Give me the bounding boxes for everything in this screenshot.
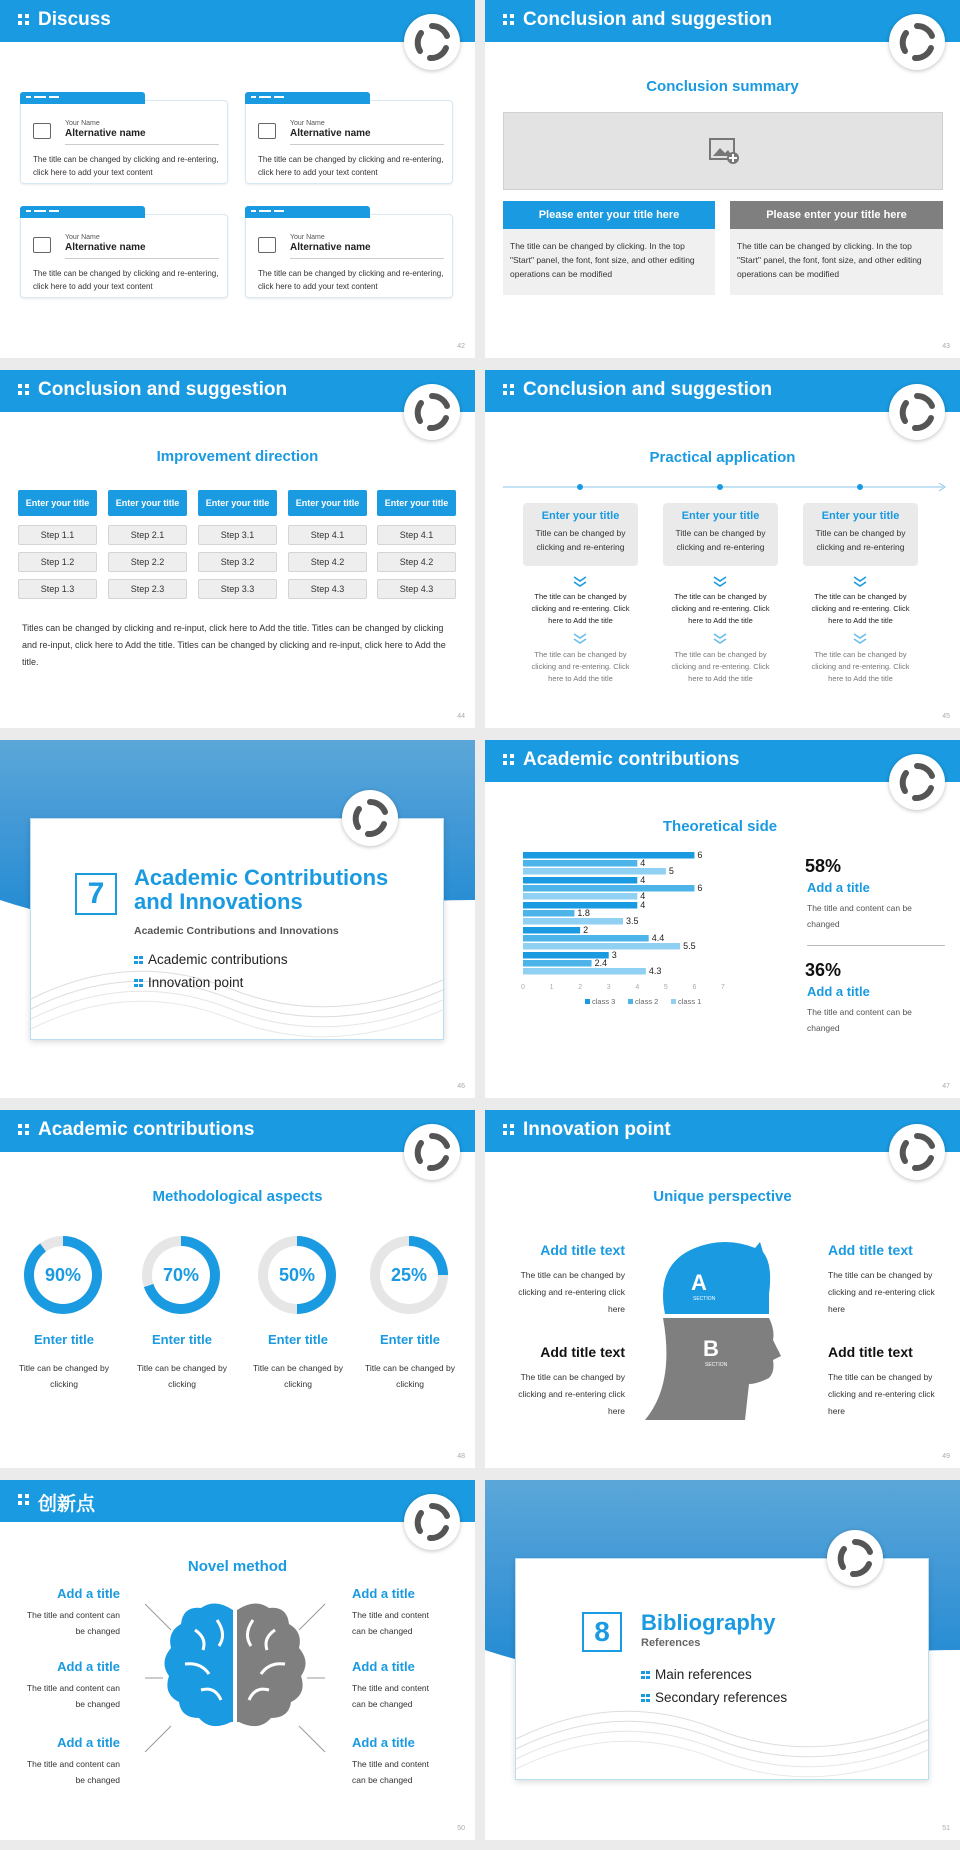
stat-value: 36% xyxy=(805,960,842,980)
logo-icon xyxy=(404,384,460,440)
page-number: 51 xyxy=(942,1825,950,1832)
section-subtitle: Unique perspective xyxy=(653,1188,792,1205)
bar-value-label: 2 xyxy=(583,925,589,935)
dots-icon xyxy=(18,384,29,395)
alternative-name: Alternative name xyxy=(65,128,146,139)
alternative-name: Alternative name xyxy=(65,242,146,253)
step-text: The title can be changed by clicking and re-entering. Click here to Add the title xyxy=(811,650,910,683)
column-title-button[interactable]: Enter your title xyxy=(18,490,97,516)
logo-icon xyxy=(889,754,945,810)
logo-icon xyxy=(342,790,398,846)
page-number: 46 xyxy=(457,1083,465,1090)
divider xyxy=(807,945,945,946)
x-tick-label: 3 xyxy=(606,984,611,991)
step-box[interactable]: Step 3.1 xyxy=(198,525,277,545)
bar-value-label: 4 xyxy=(640,875,646,885)
method-title: Add a title xyxy=(57,1659,120,1674)
progress-ring: 25% xyxy=(370,1236,448,1314)
ring-text: Title can be changed by clicking xyxy=(365,1363,455,1389)
profile-card[interactable] xyxy=(245,100,453,184)
column-title-button[interactable]: Enter your title xyxy=(377,490,456,516)
x-tick-label: 5 xyxy=(663,984,668,991)
slide-section-8[interactable] xyxy=(485,1480,960,1840)
stat-label: Add a title xyxy=(807,880,870,895)
dots-icon xyxy=(503,384,514,395)
bar xyxy=(523,852,694,859)
bar-value-label: 2.4 xyxy=(594,958,608,968)
section-subtitle: Practical application xyxy=(649,449,796,466)
section-item[interactable]: Innovation point xyxy=(134,975,243,990)
your-name-label: Your Name xyxy=(65,120,100,127)
slide-title: Conclusion and suggestion xyxy=(523,379,773,400)
step-box[interactable]: Step 3.3 xyxy=(198,579,277,599)
method-text: The title and content can be changed xyxy=(352,1683,430,1709)
logo-icon xyxy=(827,1530,883,1586)
method-title: Add a title xyxy=(352,1586,415,1601)
logo-icon xyxy=(404,1494,460,1550)
svg-text:A: A xyxy=(691,1270,707,1295)
section-subtitle: Methodological aspects xyxy=(152,1188,323,1205)
stat-text: The title and content can be changed xyxy=(807,1007,912,1033)
bar-value-label: 4 xyxy=(640,891,646,901)
brain-icon xyxy=(145,1590,325,1740)
summary-right-title[interactable]: Please enter your title here xyxy=(730,201,943,229)
bar-value-label: 4.3 xyxy=(648,966,662,976)
svg-text:SECTION: SECTION xyxy=(705,1362,728,1368)
point-text: The title can be changed by clicking and re-entering click here xyxy=(828,1270,935,1314)
bar-value-label: 5.5 xyxy=(683,941,696,951)
logo-icon xyxy=(889,1124,945,1180)
card-text: The title can be changed by clicking and re-entering, click here to add your text content xyxy=(33,269,219,291)
bar xyxy=(523,935,649,942)
ring-label: Enter title xyxy=(268,1332,328,1347)
logo-icon xyxy=(404,14,460,70)
logo-icon xyxy=(889,14,945,70)
step-box[interactable]: Step 4.1 xyxy=(288,525,367,545)
chevron-down-icon xyxy=(712,633,728,645)
point-text: The title can be changed by clicking and re-entering click here xyxy=(518,1372,625,1416)
method-text: The title and content can be changed xyxy=(352,1759,430,1785)
step-box[interactable]: Step 1.3 xyxy=(18,579,97,599)
bar-value-label: 4 xyxy=(640,858,646,868)
section-subtitle: Conclusion summary xyxy=(646,78,799,95)
bar xyxy=(523,910,574,917)
slide-title: Conclusion and suggestion xyxy=(38,379,288,400)
slide-theoretical-side[interactable] xyxy=(485,740,960,1098)
section-subtitle: Academic Contributions and Innovations xyxy=(134,925,339,937)
chevron-down-icon xyxy=(712,576,728,588)
step-box[interactable]: Step 1.1 xyxy=(18,525,97,545)
image-placeholder-icon xyxy=(33,237,51,253)
legend-swatch xyxy=(628,999,633,1004)
section-title: Bibliography xyxy=(641,1610,776,1635)
slide-discuss[interactable] xyxy=(0,0,475,358)
image-placeholder-icon xyxy=(258,237,276,253)
section-item[interactable]: Main references xyxy=(641,1667,752,1682)
step-box[interactable]: Step 4.2 xyxy=(377,552,456,572)
method-text: The title and content can be changed xyxy=(352,1610,430,1636)
step-box[interactable]: Step 2.2 xyxy=(108,552,187,572)
x-tick-label: 1 xyxy=(549,984,554,991)
application-box[interactable]: Enter your title Title can be changed by clicking and re-entering xyxy=(523,503,638,566)
chevron-down-icon xyxy=(852,576,868,588)
timeline-arrow xyxy=(503,482,948,492)
logo-icon xyxy=(404,1124,460,1180)
legend-swatch xyxy=(585,999,590,1004)
alternative-name: Alternative name xyxy=(290,242,371,253)
bar xyxy=(523,918,623,925)
slide-practical-application[interactable] xyxy=(485,370,960,728)
step-text: The title can be changed by clicking and re-entering. Click here to Add the title xyxy=(531,650,630,683)
bar xyxy=(523,960,592,967)
column-title-button[interactable]: Enter your title xyxy=(108,490,187,516)
x-tick-label: 6 xyxy=(692,984,697,991)
x-tick-label: 4 xyxy=(635,984,640,991)
dots-icon xyxy=(134,979,143,988)
step-text: The title can be changed by clicking and re-entering. Click here to Add the title xyxy=(671,650,770,683)
method-text: The title and content can be changed xyxy=(26,1610,120,1636)
column-title-button[interactable]: Enter your title xyxy=(288,490,367,516)
image-placeholder[interactable] xyxy=(503,112,943,190)
point-text: The title can be changed by clicking and re-entering click here xyxy=(828,1372,935,1416)
method-title: Add a title xyxy=(57,1586,120,1601)
chevron-down-icon xyxy=(572,633,588,645)
alternative-name: Alternative name xyxy=(290,128,371,139)
image-placeholder-icon xyxy=(258,123,276,139)
point-title: Add title text xyxy=(540,1344,625,1360)
page-number: 50 xyxy=(457,1825,465,1832)
card-text: The title can be changed by clicking and re-entering, click here to add your text content xyxy=(258,269,444,291)
point-title: Add title text xyxy=(828,1242,913,1258)
application-box[interactable]: Enter your title Title can be changed by clicking and re-entering xyxy=(663,503,778,566)
your-name-label: Your Name xyxy=(65,234,100,241)
x-tick-label: 7 xyxy=(721,984,725,991)
page-number: 42 xyxy=(457,343,465,350)
x-tick-label: 0 xyxy=(521,984,525,991)
svg-text:SECTION: SECTION xyxy=(693,1296,716,1302)
slide-conclusion-summary[interactable] xyxy=(485,0,960,358)
step-box[interactable]: Step 2.3 xyxy=(108,579,187,599)
dots-icon xyxy=(503,14,514,25)
your-name-label: Your Name xyxy=(290,234,325,241)
summary-right-text: The title can be changed by clicking. In the top "Start" panel, the font, font size, and other editing operations can be modified xyxy=(730,229,943,295)
ring-text: Title can be changed by clicking xyxy=(137,1363,227,1389)
bar-value-label: 6 xyxy=(697,883,703,893)
step-box[interactable]: Step 4.3 xyxy=(377,579,456,599)
your-name-label: Your Name xyxy=(290,120,325,127)
bar xyxy=(523,877,637,884)
card-text: The title can be changed by clicking and re-entering, click here to add your text content xyxy=(33,155,219,177)
legend-label: class 1 xyxy=(678,997,702,1006)
legend-swatch xyxy=(671,999,676,1004)
page-number: 44 xyxy=(457,713,465,720)
method-text: The title and content can be changed xyxy=(26,1683,120,1709)
legend-label: class 2 xyxy=(635,997,659,1006)
step-box[interactable]: Step 3.2 xyxy=(198,552,277,572)
svg-text:B: B xyxy=(703,1336,719,1361)
slide-title: 创新点 xyxy=(38,1494,96,1515)
dots-icon xyxy=(503,1124,514,1135)
step-box[interactable]: Step 4.1 xyxy=(377,525,456,545)
section-number: 8 xyxy=(582,1612,622,1652)
bar-value-label: 4.4 xyxy=(651,933,665,943)
page-number: 45 xyxy=(942,713,950,720)
stat-value: 58% xyxy=(805,856,842,876)
dots-icon xyxy=(18,1494,29,1505)
method-text: The title and content can be changed xyxy=(26,1759,120,1785)
progress-ring: 70% xyxy=(142,1236,220,1314)
progress-ring: 50% xyxy=(258,1236,336,1314)
column-title-button[interactable]: Enter your title xyxy=(198,490,277,516)
method-title: Add a title xyxy=(57,1735,120,1750)
section-title: Academic Contributions and Innovations xyxy=(134,865,389,914)
bar xyxy=(523,893,637,900)
step-text: The title can be changed by clicking and re-entering. Click here to Add the title xyxy=(671,592,770,625)
bar xyxy=(523,868,666,875)
page-number: 47 xyxy=(942,1083,950,1090)
bar xyxy=(523,943,680,950)
stat-label: Add a title xyxy=(807,984,870,999)
page-number: 43 xyxy=(942,343,950,350)
slide-title: Academic contributions xyxy=(38,1119,255,1140)
paragraph-text: Titles can be changed by clicking and re-input, click here to Add the title. Titles can be changed by clicking and re-input, click here to Add the title. Titles can be changed by clicking and re-input, click here to Add the title. xyxy=(22,623,446,667)
section-item[interactable]: Academic contributions xyxy=(134,952,288,967)
step-box[interactable]: Step 1.2 xyxy=(18,552,97,572)
point-title: Add title text xyxy=(540,1242,625,1258)
image-placeholder-icon xyxy=(33,123,51,139)
ring-label: Enter title xyxy=(152,1332,212,1347)
summary-left-text: The title can be changed by clicking. In the top "Start" panel, the font, font size, and other editing operations can be modified xyxy=(503,229,715,295)
ring-text: Title can be changed by clicking xyxy=(19,1363,109,1389)
summary-left-title[interactable]: Please enter your title here xyxy=(503,201,715,229)
step-text: The title can be changed by clicking and re-entering. Click here to Add the title xyxy=(811,592,910,625)
step-text: The title can be changed by clicking and re-entering. Click here to Add the title xyxy=(531,592,630,625)
bar-value-label: 4 xyxy=(640,900,646,910)
slide-unique-perspective[interactable] xyxy=(485,1110,960,1468)
chevron-down-icon xyxy=(572,576,588,588)
section-item[interactable]: Secondary references xyxy=(641,1690,787,1705)
step-box[interactable]: Step 4.2 xyxy=(288,552,367,572)
bar-value-label: 5 xyxy=(668,866,674,876)
head-profile-icon xyxy=(645,1234,785,1420)
x-tick-label: 2 xyxy=(578,984,583,991)
stat-text: The title and content can be changed xyxy=(807,903,912,929)
bar xyxy=(523,927,580,934)
dots-icon xyxy=(503,754,514,765)
progress-ring: 90% xyxy=(24,1236,102,1314)
section-subtitle: References xyxy=(641,1637,701,1649)
step-box[interactable]: Step 4.3 xyxy=(288,579,367,599)
point-title: Add title text xyxy=(828,1344,913,1360)
legend-label: class 3 xyxy=(592,997,616,1006)
card-text: The title can be changed by clicking and re-entering, click here to add your text content xyxy=(258,155,444,177)
dots-icon xyxy=(641,1694,650,1703)
page-number: 49 xyxy=(942,1453,950,1460)
slide-methodological-aspects[interactable] xyxy=(0,1110,475,1468)
page-number: 48 xyxy=(457,1453,465,1460)
step-box[interactable]: Step 2.1 xyxy=(108,525,187,545)
section-number: 7 xyxy=(75,873,117,915)
dots-icon xyxy=(641,1671,650,1680)
bar-value-label: 3.5 xyxy=(626,916,639,926)
bar xyxy=(523,968,646,975)
slide-title: Innovation point xyxy=(523,1119,671,1140)
add-image-icon xyxy=(709,137,741,165)
bar xyxy=(523,885,694,892)
bar-value-label: 3 xyxy=(611,950,617,960)
profile-card[interactable] xyxy=(245,214,453,298)
method-title: Add a title xyxy=(352,1735,415,1750)
method-title: Add a title xyxy=(352,1659,415,1674)
section-subtitle: Novel method xyxy=(187,1558,288,1575)
bar-value-label: 1.8 xyxy=(577,908,590,918)
point-text: The title can be changed by clicking and re-entering click here xyxy=(518,1270,625,1314)
bar-chart xyxy=(495,840,750,1006)
bar xyxy=(523,860,637,867)
ring-label: Enter title xyxy=(34,1332,94,1347)
profile-card[interactable] xyxy=(20,214,228,298)
slide-title: Discuss xyxy=(38,9,111,30)
slide-novel-method[interactable] xyxy=(0,1480,475,1840)
profile-card[interactable] xyxy=(20,100,228,184)
slide-improvement-direction[interactable] xyxy=(0,370,475,728)
slide-title: Conclusion and suggestion xyxy=(523,9,773,30)
slide-section-7[interactable] xyxy=(0,740,475,1098)
dots-icon xyxy=(18,1124,29,1135)
chevron-down-icon xyxy=(852,633,868,645)
dots-icon xyxy=(18,14,29,25)
ring-label: Enter title xyxy=(380,1332,440,1347)
application-box[interactable]: Enter your title Title can be changed by clicking and re-entering xyxy=(803,503,918,566)
section-subtitle: Improvement direction xyxy=(156,448,319,465)
logo-icon xyxy=(889,384,945,440)
ring-text: Title can be changed by clicking xyxy=(253,1363,343,1389)
slide-title: Academic contributions xyxy=(523,749,740,770)
section-subtitle: Theoretical side xyxy=(662,818,778,835)
bar-value-label: 6 xyxy=(697,850,703,860)
dots-icon xyxy=(134,956,143,965)
